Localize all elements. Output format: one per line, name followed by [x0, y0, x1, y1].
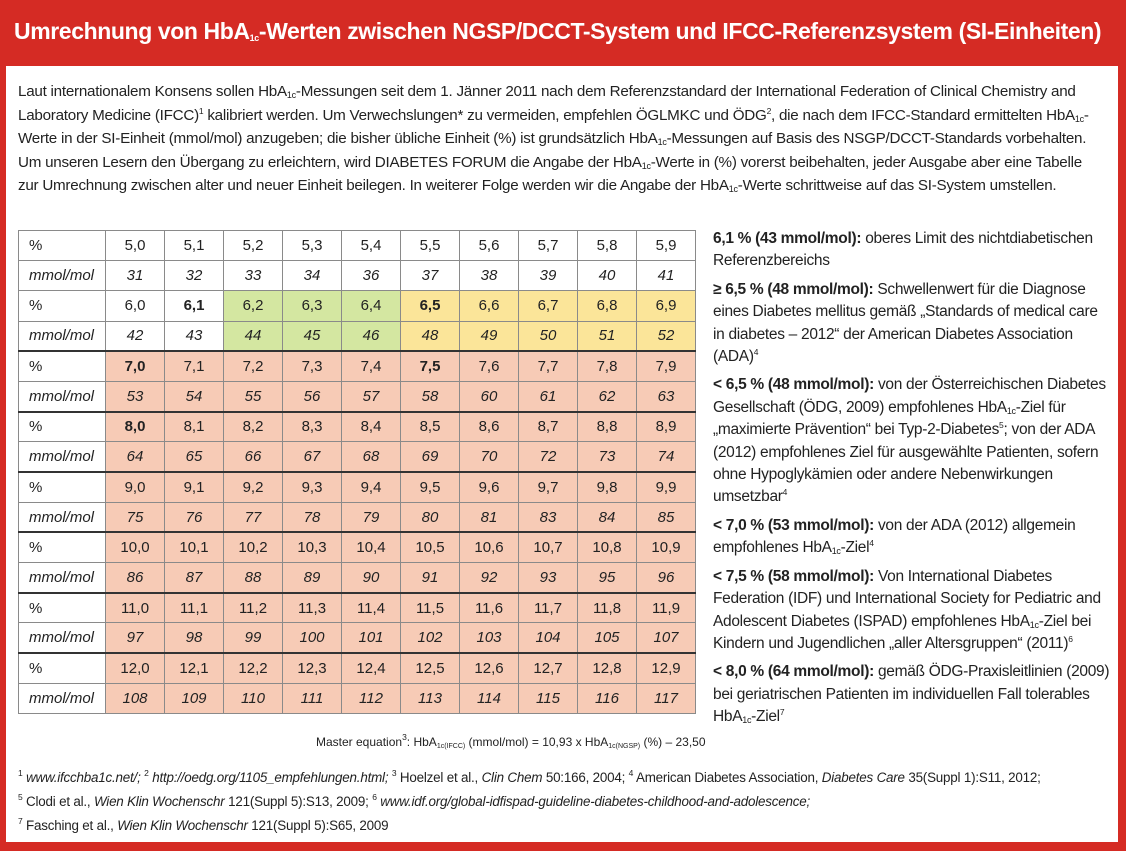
table-cell: 105	[578, 623, 637, 653]
table-cell: 7,9	[637, 351, 696, 381]
table-cell: 97	[106, 623, 165, 653]
table-row-percent	[19, 291, 696, 321]
table-cell: 11,7	[519, 593, 578, 623]
table-cell: 98	[165, 623, 224, 653]
table-cell: 10,3	[283, 532, 342, 562]
legend-item: < 8,0 % (64 mmol/mol): gemäß ÖDG-Praxisleitlinien (2009) bei geriatrischen Patienten im individuellen Fall tolerables HbA$_{1c}$-Ziel$^7$	[713, 663, 1110, 726]
table-cell: 9,3	[283, 472, 342, 502]
table-cell: 5,2	[224, 231, 283, 261]
table-cell: 107	[637, 623, 696, 653]
table-row-mmol	[19, 381, 696, 411]
table-cell: 8,2	[224, 412, 283, 442]
table-cell: 6,8	[578, 291, 637, 321]
table-cell: 65	[165, 442, 224, 472]
title-text-rest: -Werten zwischen NGSP/DCCT-System und IFCC-Referenzsystem (SI-Einheiten)	[258, 18, 1102, 44]
table-cell: 6,4	[342, 291, 401, 321]
table-cell: 7,1	[165, 351, 224, 381]
table-cell: 9,1	[165, 472, 224, 502]
table-cell: 58	[401, 381, 460, 411]
table-cell: 9,6	[460, 472, 519, 502]
table-cell: 12,4	[342, 653, 401, 683]
table-row-percent	[19, 593, 696, 623]
table-row-mmol	[19, 563, 696, 593]
table-cell: 12,2	[224, 653, 283, 683]
row-label: mmol/mol	[19, 321, 106, 351]
master-equation: Master equation$^3$: HbA$_{1c(IFCC)}$ (mmol/mol) = 10,93 x HbA$_{1c(NGSP)}$ (%) – 23,50	[316, 732, 706, 750]
legend-item: < 7,0 % (53 mmol/mol): von der ADA (2012) allgemein empfohlenes HbA$_{1c}$-Ziel$^4$	[713, 516, 1076, 557]
table-cell: 8,3	[283, 412, 342, 442]
table-cell: 48	[401, 321, 460, 351]
table-row-mmol	[19, 442, 696, 472]
table-cell: 11,4	[342, 593, 401, 623]
table-cell: 114	[460, 683, 519, 713]
table-cell: 5,8	[578, 231, 637, 261]
footnote-link[interactable]: http://oedg.org/1105_empfehlungen.html;	[152, 770, 389, 785]
table-cell: 42	[106, 321, 165, 351]
table-cell: 110	[224, 683, 283, 713]
row-label: mmol/mol	[19, 623, 106, 653]
table-cell: 72	[519, 442, 578, 472]
table-cell: 74	[637, 442, 696, 472]
table-cell: 36	[342, 261, 401, 291]
table-cell: 32	[165, 261, 224, 291]
table-cell: 73	[578, 442, 637, 472]
table-row-mmol	[19, 623, 696, 653]
table-cell: 8,6	[460, 412, 519, 442]
table-row-mmol	[19, 502, 696, 532]
table-cell: 50	[519, 321, 578, 351]
table-cell: 5,5	[401, 231, 460, 261]
table-cell: 12,8	[578, 653, 637, 683]
table-cell: 8,0	[106, 412, 165, 442]
table-cell: 10,5	[401, 532, 460, 562]
table-cell: 8,5	[401, 412, 460, 442]
table-cell: 10,6	[460, 532, 519, 562]
table-cell: 10,4	[342, 532, 401, 562]
table-cell: 60	[460, 381, 519, 411]
footnote-link[interactable]: www.ifcchba1c.net/;	[26, 770, 141, 785]
table-cell: 7,4	[342, 351, 401, 381]
table-cell: 6,9	[637, 291, 696, 321]
table-cell: 62	[578, 381, 637, 411]
table-cell: 52	[637, 321, 696, 351]
table-row-percent	[19, 231, 696, 261]
row-label: mmol/mol	[19, 502, 106, 532]
table-row-mmol	[19, 683, 696, 713]
table-cell: 8,7	[519, 412, 578, 442]
table-cell: 99	[224, 623, 283, 653]
table-cell: 38	[460, 261, 519, 291]
table-cell: 9,0	[106, 472, 165, 502]
table-cell: 10,7	[519, 532, 578, 562]
table-cell: 96	[637, 563, 696, 593]
table-cell: 6,3	[283, 291, 342, 321]
table-cell: 41	[637, 261, 696, 291]
table-cell: 56	[283, 381, 342, 411]
row-label: mmol/mol	[19, 381, 106, 411]
footnotes	[18, 766, 1041, 838]
table-cell: 6,5	[401, 291, 460, 321]
table-cell: 85	[637, 502, 696, 532]
table-cell: 8,4	[342, 412, 401, 442]
row-label: mmol/mol	[19, 442, 106, 472]
table-cell: 116	[578, 683, 637, 713]
table-row-percent	[19, 472, 696, 502]
table-cell: 7,8	[578, 351, 637, 381]
table-row-mmol	[19, 321, 696, 351]
table-cell: 9,2	[224, 472, 283, 502]
table-cell: 12,5	[401, 653, 460, 683]
table-cell: 10,0	[106, 532, 165, 562]
table-cell: 100	[283, 623, 342, 653]
table-cell: 11,2	[224, 593, 283, 623]
table-cell: 84	[578, 502, 637, 532]
table-cell: 10,8	[578, 532, 637, 562]
legend-item: 6,1 % (43 mmol/mol): oberes Limit des nichtdiabetischen Referenzbereichs	[713, 230, 1093, 270]
table-cell: 11,0	[106, 593, 165, 623]
table-cell: 88	[224, 563, 283, 593]
table-cell: 10,1	[165, 532, 224, 562]
table-cell: 12,3	[283, 653, 342, 683]
table-cell: 43	[165, 321, 224, 351]
content-panel	[6, 66, 1118, 842]
table-cell: 9,9	[637, 472, 696, 502]
table-cell: 115	[519, 683, 578, 713]
row-label: %	[19, 593, 106, 623]
table-cell: 10,9	[637, 532, 696, 562]
table-cell: 6,0	[106, 291, 165, 321]
table-cell: 87	[165, 563, 224, 593]
table-cell: 95	[578, 563, 637, 593]
table-cell: 75	[106, 502, 165, 532]
table-cell: 39	[519, 261, 578, 291]
table-cell: 78	[283, 502, 342, 532]
table-row-percent	[19, 532, 696, 562]
table-cell: 49	[460, 321, 519, 351]
table-cell: 92	[460, 563, 519, 593]
row-label: mmol/mol	[19, 683, 106, 713]
table-cell: 93	[519, 563, 578, 593]
table-cell: 46	[342, 321, 401, 351]
table-cell: 9,8	[578, 472, 637, 502]
table-cell: 6,6	[460, 291, 519, 321]
table-cell: 89	[283, 563, 342, 593]
table-row-percent	[19, 351, 696, 381]
table-cell: 11,8	[578, 593, 637, 623]
table-cell: 77	[224, 502, 283, 532]
footnote-ref: 1	[198, 105, 204, 116]
table-cell: 6,1	[165, 291, 224, 321]
table-cell: 9,7	[519, 472, 578, 502]
table-cell: 64	[106, 442, 165, 472]
table-cell: 68	[342, 442, 401, 472]
table-cell: 86	[106, 563, 165, 593]
table-cell: 83	[519, 502, 578, 532]
table-cell: 54	[165, 381, 224, 411]
page-title	[14, 18, 1101, 45]
intro-paragraph: Laut internationalem Konsens sollen HbA$_{1c}$-Messungen seit dem 1. Jänner 2011 nach dem Referenzstandard der International Federation of Clinical Chemistry and Laboratory Medicine (IFCC)$^1$ kalibriert werden. Um Verwechslungen* zu vermeiden, empfehlen ÖGLMKC und ÖDG$^2$, die nach dem IFCC-Standard ermittelten HbA$_{1c}$-Werte in der SI-Einheit (mmol/mol) anzugeben; die bisher übliche Einheit (%) ist grundsätzlich HbA$_{1c}$-Messungen auf Basis des NSGP/DCCT-Standards vorbehalten. Um unseren Lesern den Übergang zu erleichtern, wird DIABETES FORUM die Angabe der HbA$_{1c}$-Werte in (%) vorerst beibehalten, jeder Ausgabe aber eine Tabelle zur Umrechnung zwischen alter und neuer Einheit beilegen. In weiterer Folge werden wir die Angabe der HbA$_{1c}$-Werte schrittweise auf das SI-System umstellen.	[18, 83, 1089, 194]
table-cell: 102	[401, 623, 460, 653]
table-cell: 108	[106, 683, 165, 713]
table-cell: 11,9	[637, 593, 696, 623]
table-cell: 7,3	[283, 351, 342, 381]
table-cell: 91	[401, 563, 460, 593]
row-label: %	[19, 351, 106, 381]
table-cell: 80	[401, 502, 460, 532]
table-cell: 12,7	[519, 653, 578, 683]
table-cell: 5,6	[460, 231, 519, 261]
table-cell: 8,8	[578, 412, 637, 442]
row-label: %	[19, 532, 106, 562]
table-cell: 55	[224, 381, 283, 411]
table-cell: 6,2	[224, 291, 283, 321]
table-cell: 40	[578, 261, 637, 291]
table-cell: 111	[283, 683, 342, 713]
table-cell: 90	[342, 563, 401, 593]
table-cell: 8,9	[637, 412, 696, 442]
row-label: mmol/mol	[19, 563, 106, 593]
table-cell: 5,3	[283, 231, 342, 261]
table-row-percent	[19, 653, 696, 683]
table-cell: 53	[106, 381, 165, 411]
table-cell: 12,0	[106, 653, 165, 683]
table-cell: 61	[519, 381, 578, 411]
row-label: %	[19, 653, 106, 683]
row-label: %	[19, 291, 106, 321]
table-cell: 5,7	[519, 231, 578, 261]
table-cell: 8,1	[165, 412, 224, 442]
table-cell: 57	[342, 381, 401, 411]
footnote-line: $^5$ Clodi et al., Wien Klin Wochenschr 121(Suppl 5):S13, 2009; $^6$ www.idf.org/global-idfispad-guideline-diabetes-childhood-and-adolescence;	[18, 792, 811, 809]
table-cell: 6,7	[519, 291, 578, 321]
table-cell: 101	[342, 623, 401, 653]
table-cell: 7,6	[460, 351, 519, 381]
table-cell: 7,0	[106, 351, 165, 381]
table-cell: 81	[460, 502, 519, 532]
table-cell: 70	[460, 442, 519, 472]
title-subscript: 1c	[249, 33, 259, 43]
table-cell: 63	[637, 381, 696, 411]
table-cell: 5,1	[165, 231, 224, 261]
row-label: %	[19, 472, 106, 502]
table-row-percent	[19, 412, 696, 442]
table-cell: 5,4	[342, 231, 401, 261]
table-cell: 117	[637, 683, 696, 713]
table-cell: 7,5	[401, 351, 460, 381]
table-cell: 31	[106, 261, 165, 291]
table-cell: 34	[283, 261, 342, 291]
table-cell: 79	[342, 502, 401, 532]
row-label: %	[19, 231, 106, 261]
table-cell: 11,6	[460, 593, 519, 623]
table-cell: 9,4	[342, 472, 401, 502]
table-row-mmol	[19, 261, 696, 291]
table-cell: 11,3	[283, 593, 342, 623]
table-cell: 12,9	[637, 653, 696, 683]
table-cell: 5,9	[637, 231, 696, 261]
row-label: %	[19, 412, 106, 442]
table-cell: 76	[165, 502, 224, 532]
threshold-legend	[713, 228, 1111, 735]
legend-item: < 7,5 % (58 mmol/mol): Von International Diabetes Federation (IDF) und International Society for Pediatric and Adolescent Diabetes (ISPAD) empfohlenes HbA$_{1c}$-Ziel bei Kindern und Jugendlichen „aller Altersgruppen“ $(2011)^6$	[713, 567, 1101, 652]
table-cell: 12,6	[460, 653, 519, 683]
table-cell: 11,1	[165, 593, 224, 623]
table-cell: 112	[342, 683, 401, 713]
footnote-ref: 2	[766, 105, 772, 116]
table-cell: 9,5	[401, 472, 460, 502]
row-label: mmol/mol	[19, 261, 106, 291]
table-cell: 11,5	[401, 593, 460, 623]
footnote-line: $^7$ Fasching et al., Wien Klin Wochenschr 121(Suppl 5):S65, 2009	[18, 816, 389, 833]
table-cell: 45	[283, 321, 342, 351]
table-cell: 7,7	[519, 351, 578, 381]
table-cell: 44	[224, 321, 283, 351]
table-cell: 7,2	[224, 351, 283, 381]
table-cell: 69	[401, 442, 460, 472]
footnote-link[interactable]: www.idf.org/global-idfispad-guideline-diabetes-childhood-and-adolescence;	[380, 794, 811, 809]
table-cell: 33	[224, 261, 283, 291]
table-cell: 51	[578, 321, 637, 351]
table-cell: 12,1	[165, 653, 224, 683]
table-cell: 104	[519, 623, 578, 653]
footnote-line: $^1$ www.ifcchba1c.net/; $^2$ http://oedg.org/1105_empfehlungen.html; $^3$ Hoelzel et al., Clin Chem 50:166, 2004; $^4$ American Diabetes Association, Diabetes Care 35(Suppl 1):S11, 2012;	[18, 768, 1041, 785]
conversion-table	[18, 230, 696, 714]
table-cell: 37	[401, 261, 460, 291]
table-cell: 109	[165, 683, 224, 713]
legend-item: < 6,5 % (48 mmol/mol): von der Österreichischen Diabetes Gesellschaft (ÖDG, 2009) empfohlenes HbA$_{1c}$-Ziel für „maximierte Prävention“ bei Typ-2-Diabetes$^5$; von der ADA (2012) empfohlenes Ziel für ausgewählte Patienten, sofern ohne Hypoglykämien oder andere Nebenwirkungen umsetzbar$^4$	[713, 376, 1106, 506]
table-cell: 67	[283, 442, 342, 472]
table-cell: 10,2	[224, 532, 283, 562]
table-cell: 103	[460, 623, 519, 653]
table-cell: 5,0	[106, 231, 165, 261]
title-text: Umrechnung von HbA	[14, 18, 250, 44]
table-cell: 66	[224, 442, 283, 472]
legend-item: ≥ 6,5 % (48 mmol/mol): Schwellenwert für die Diagnose eines Diabetes mellitus gemäß „Standards of medical care in diabetes – 2012“ der American Diabetes Association (ADA)$^4$	[713, 280, 1098, 366]
table-cell: 113	[401, 683, 460, 713]
